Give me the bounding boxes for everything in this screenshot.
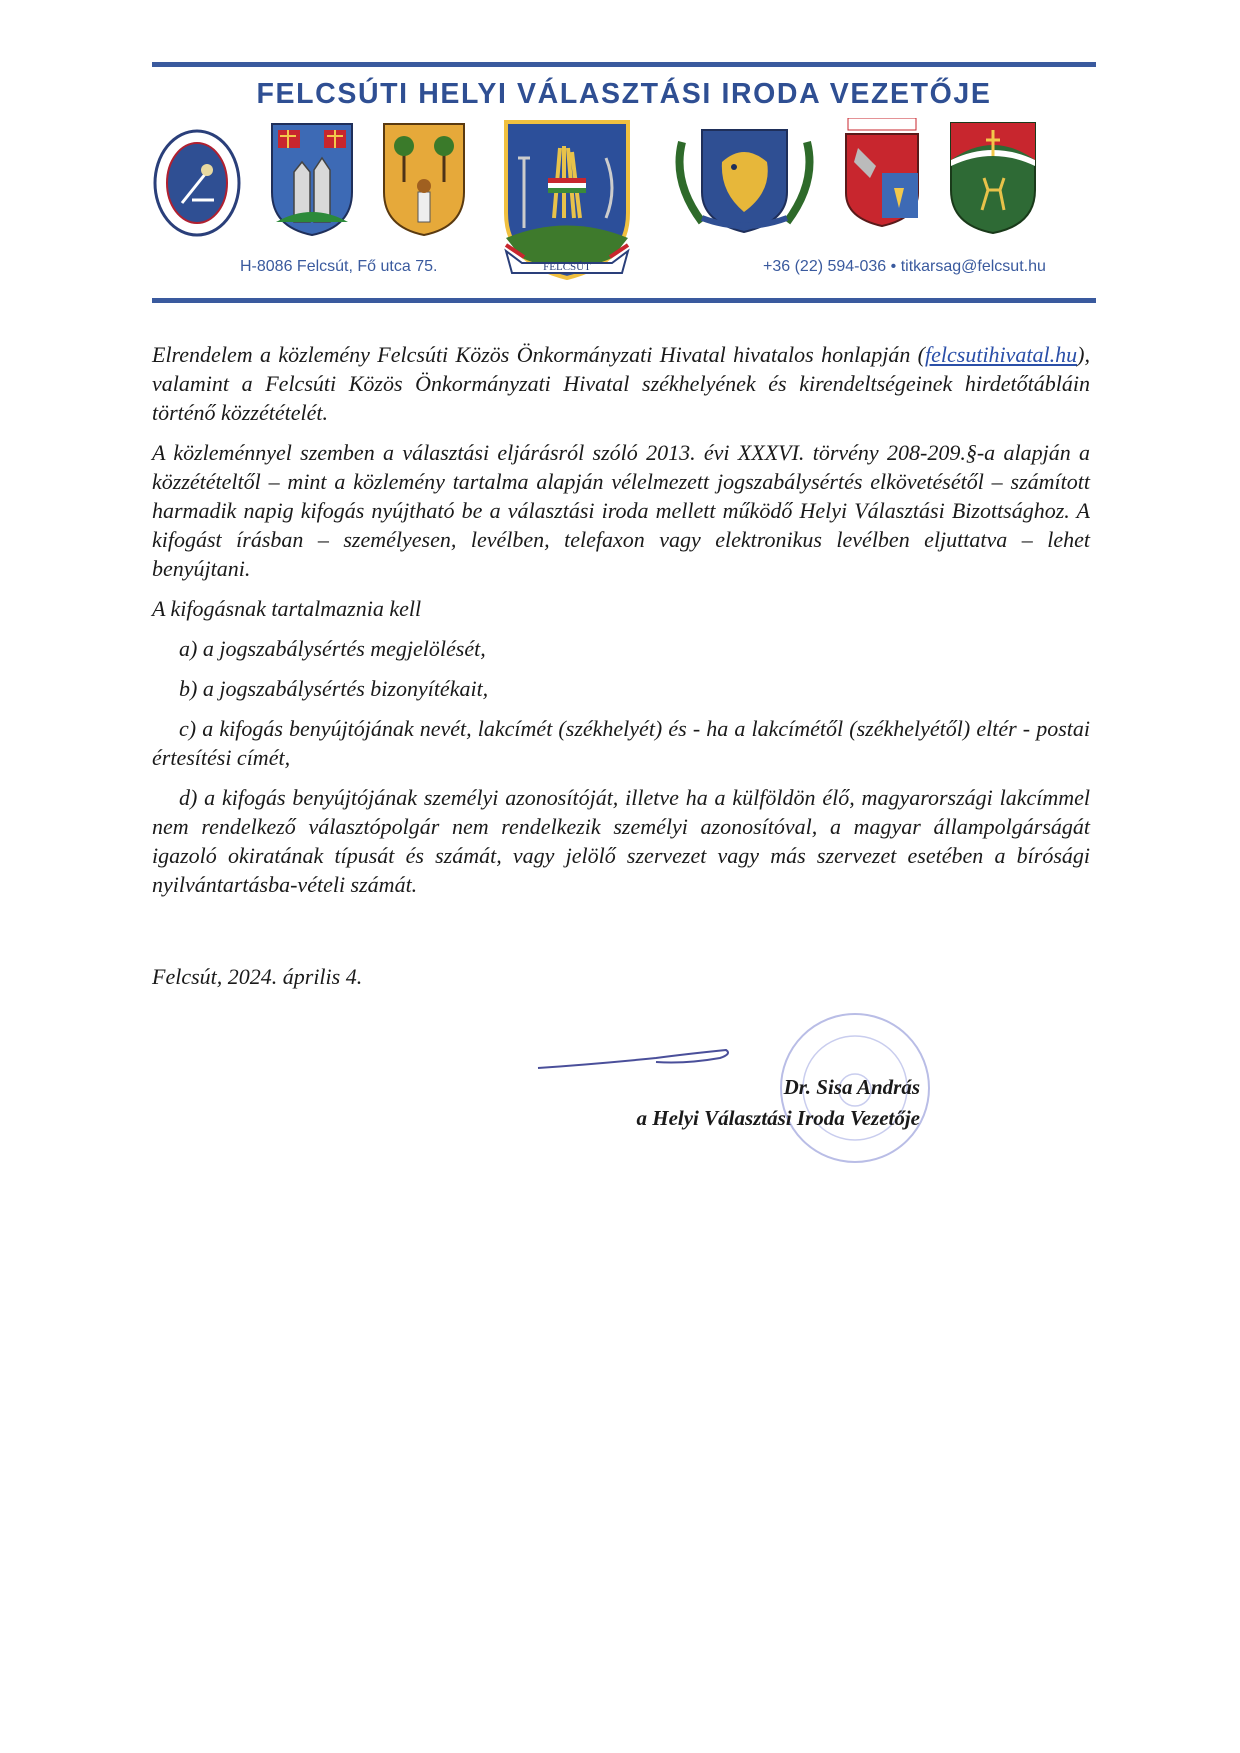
issue-date: Felcsút, 2024. április 4.: [152, 964, 363, 989]
requirement-item-a: a) a jogszabálysértés megjelölését,: [179, 636, 486, 661]
requirement-item-c: c) a kifogás benyújtójának nevét, lakcímét (székhelyét) és - ha a lakcímétől (székhelyétől) eltér - postai értesítési címét,: [152, 716, 1090, 770]
signature-block: [540, 1072, 920, 1134]
header-top-rule: [152, 62, 1096, 67]
website-link[interactable]: felcsutihivatal.hu: [925, 342, 1078, 367]
csabdi-crest: [270, 122, 354, 237]
header-bottom-rule: [152, 298, 1096, 303]
ribbon-label: FELCSÚT: [543, 261, 591, 273]
office-address: H-8086 Felcsút, Fő utca 75.: [240, 258, 438, 275]
alcsutdoboz-crest: [152, 128, 242, 238]
signer-name: Dr. Sisa András: [783, 1075, 920, 1099]
requirements-intro: A kifogásnak tartalmaznia kell: [152, 596, 422, 621]
mezo-crest: [948, 120, 1038, 235]
order-paragraph: Elrendelem a közlemény Felcsúti Közös Önkormányzati Hivatal hivatalos honlapján (felcsutihivatal.hu), valamint a Felcsúti Közös Önkormányzati Hivatal székhelyének és kirendeltségeinek hirdetőtábláin történő közzétételét.: [152, 342, 1090, 425]
bicske-area-crest: [672, 122, 817, 237]
requirement-item-d: d) a kifogás benyújtójának személyi azonosítóját, illetve ha a külföldön élő, magyarországi lakcímmel nem rendelkező választópolgár nem rendelkezik személyi azonosítóval, a magyar állampolgárságát igazoló okiratának típusát és számát, vagy jelölő szervezet vagy más szervezet esetében a bírósági nyilvántartásba-vételi számát.: [152, 785, 1090, 897]
objection-paragraph: A közleménnyel szemben a választási eljárásról szóló 2013. évi XXXVI. törvény 208-209.§-a alapján a közzétételtől – mint a közlemény tartalma alapján vélelmezett jogszabálysértés elkövetésétől – számított harmadik napig kifogás nyújtható be a választási iroda mellett működő Helyi Választási Bizottsághoz. A kifogást írásban – személyesen, levélben, telefaxon vagy elektronikus levélben eljuttatva – lehet benyújtani.: [152, 440, 1090, 581]
office-contact: +36 (22) 594-036 • titkarsag@felcsut.hu: [763, 258, 1046, 275]
notice-body: [152, 340, 1090, 910]
signer-role: a Helyi Választási Iroda Vezetője: [636, 1106, 920, 1130]
vertesacsa-crest: [842, 118, 922, 230]
felcsut-ribbon: [504, 243, 630, 277]
requirement-item-b: b) a jogszabálysértés bizonyítékait,: [179, 676, 489, 701]
organization-title: FELCSÚTI HELYI VÁLASZTÁSI IRODA VEZETŐJE: [256, 78, 992, 110]
tabajd-crest: [382, 122, 466, 237]
